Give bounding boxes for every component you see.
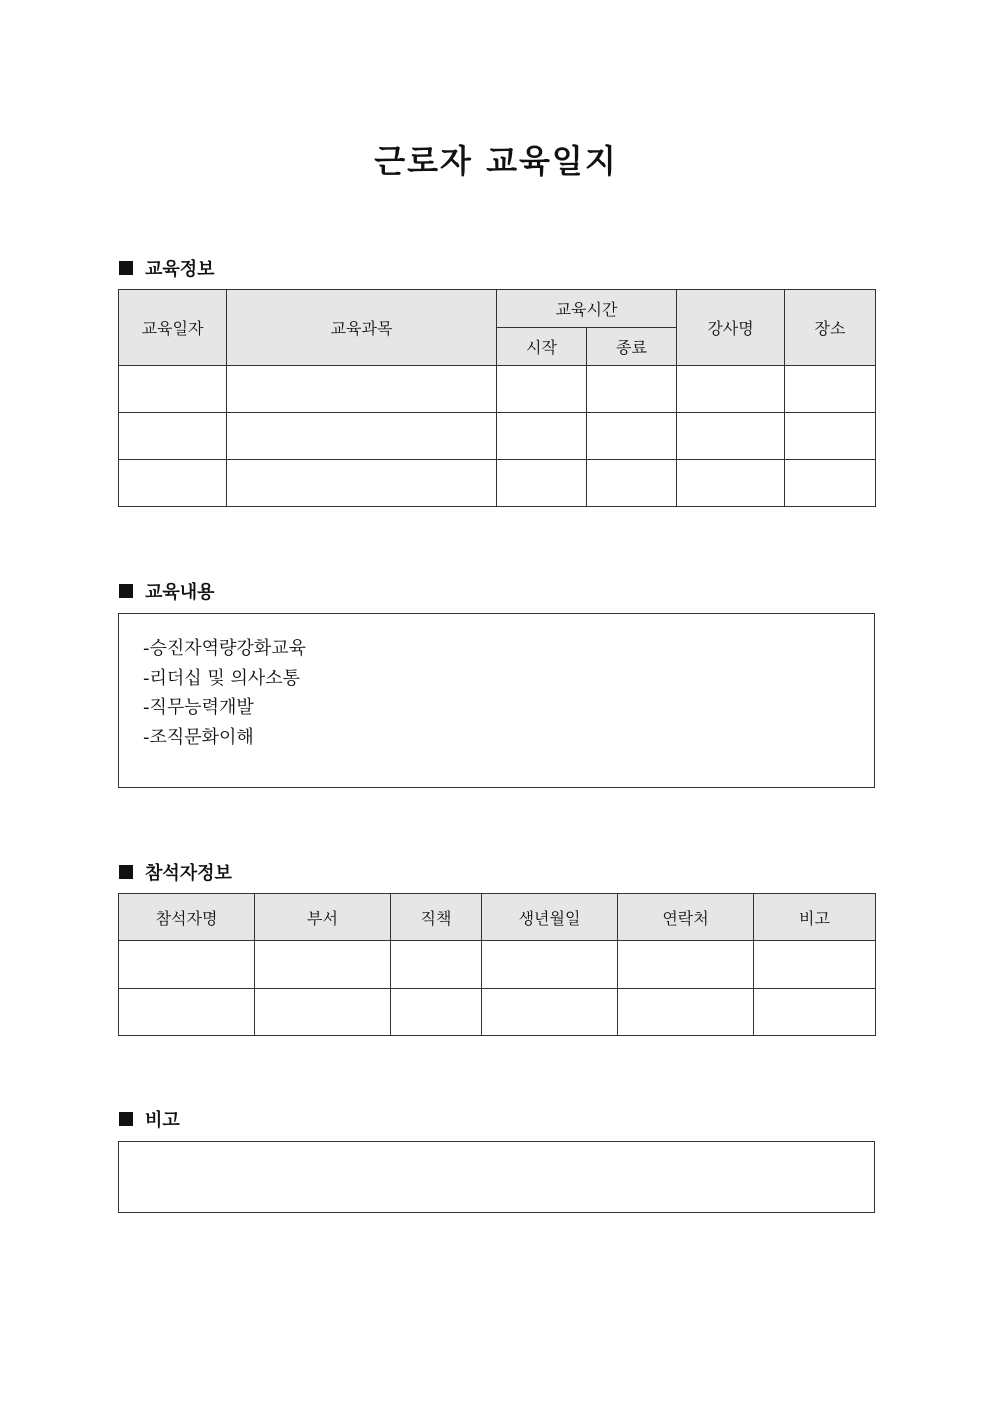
- header-remarks: 비고: [754, 894, 876, 941]
- cell-instructor[interactable]: [677, 460, 785, 507]
- cell-instructor[interactable]: [677, 413, 785, 460]
- cell-contact[interactable]: [618, 989, 754, 1036]
- cell-start[interactable]: [497, 366, 587, 413]
- header-contact: 연락처: [618, 894, 754, 941]
- cell-position[interactable]: [391, 941, 482, 989]
- cell-place[interactable]: [785, 366, 876, 413]
- cell-birthdate[interactable]: [482, 989, 618, 1036]
- cell-subject[interactable]: [227, 366, 497, 413]
- cell-contact[interactable]: [618, 941, 754, 989]
- remarks-text: [119, 1142, 874, 1162]
- header-place: 장소: [785, 290, 876, 366]
- cell-attendee-name[interactable]: [119, 941, 255, 989]
- cell-end[interactable]: [587, 413, 677, 460]
- cell-subject[interactable]: [227, 413, 497, 460]
- square-bullet-icon: [119, 261, 133, 275]
- section-heading-education-content: [119, 578, 215, 604]
- header-birthdate: 생년월일: [482, 894, 618, 941]
- content-line: -조직문화이해: [143, 726, 254, 748]
- cell-remarks[interactable]: [754, 989, 876, 1036]
- cell-date[interactable]: [119, 413, 227, 460]
- cell-instructor[interactable]: [677, 366, 785, 413]
- square-bullet-icon: [119, 584, 133, 598]
- education-info-table: [118, 289, 876, 507]
- cell-position[interactable]: [391, 989, 482, 1036]
- header-attendee-name: 참석자명: [119, 894, 255, 941]
- table-row: [119, 941, 876, 989]
- cell-date[interactable]: [119, 460, 227, 507]
- cell-remarks[interactable]: [754, 941, 876, 989]
- table-row: [119, 460, 876, 507]
- cell-start[interactable]: [497, 460, 587, 507]
- header-position: 직책: [391, 894, 482, 941]
- content-line: -승진자역량강화교육: [143, 638, 306, 659]
- cell-place[interactable]: [785, 413, 876, 460]
- header-education-time: 교육시간: [497, 290, 677, 328]
- section-heading-education-info: [119, 255, 215, 281]
- section-heading-label: 교육정보: [145, 259, 215, 280]
- header-start-time: 시작: [497, 328, 587, 366]
- table-row: [119, 989, 876, 1036]
- section-heading-remarks: [119, 1106, 180, 1132]
- cell-department[interactable]: [255, 989, 391, 1036]
- cell-date[interactable]: [119, 366, 227, 413]
- cell-subject[interactable]: [227, 460, 497, 507]
- table-row: [119, 366, 876, 413]
- header-education-date: 교육일자: [119, 290, 227, 366]
- section-heading-label: 비고: [145, 1110, 180, 1131]
- header-instructor: 강사명: [677, 290, 785, 366]
- attendees-table: [118, 893, 876, 1036]
- cell-birthdate[interactable]: [482, 941, 618, 989]
- remarks-box[interactable]: [118, 1141, 875, 1213]
- cell-department[interactable]: [255, 941, 391, 989]
- cell-end[interactable]: [587, 366, 677, 413]
- cell-start[interactable]: [497, 413, 587, 460]
- content-line: -직무능력개발: [143, 697, 254, 718]
- cell-place[interactable]: [785, 460, 876, 507]
- section-heading-attendees: [119, 859, 232, 885]
- cell-end[interactable]: [587, 460, 677, 507]
- header-department: 부서: [255, 894, 391, 941]
- square-bullet-icon: [119, 865, 133, 879]
- section-heading-label: 교육내용: [145, 582, 215, 603]
- square-bullet-icon: [119, 1112, 133, 1126]
- page-title: 근로자 교육일지: [374, 142, 618, 180]
- table-row: [119, 413, 876, 460]
- content-line: -리더십 및 의사소통: [143, 667, 301, 689]
- header-education-subject: 교육과목: [227, 290, 497, 366]
- cell-attendee-name[interactable]: [119, 989, 255, 1036]
- section-heading-label: 참석자정보: [145, 863, 232, 884]
- education-content-box[interactable]: [118, 613, 875, 788]
- header-end-time: 종료: [587, 328, 677, 366]
